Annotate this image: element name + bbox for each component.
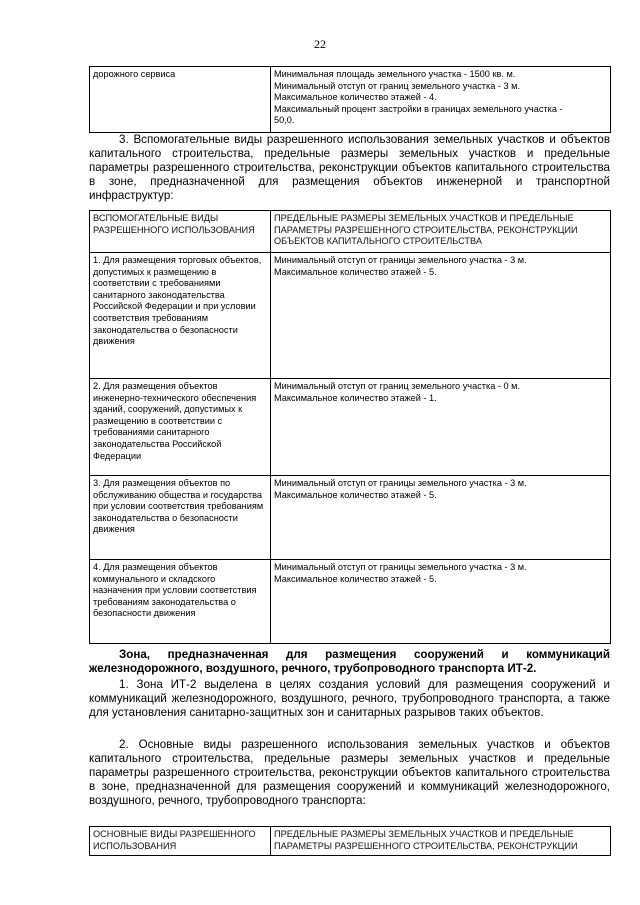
table-row [90, 560, 611, 644]
param-line: Минимальный отступ от границ земельного участка - 3 м. [274, 80, 521, 91]
table-main-uses [89, 826, 611, 856]
paragraph-main-uses: 2. Основные виды разрешенного использования земельных участков и объектов капитального строительства, предельные размеры земельных участков и предельные параметры разрешенного строительства, реконструкции объектов капитального строительства в зоне, предназначенной для размещения сооружений и коммуникаций железнодорожного, воздушного, речного, трубопроводного транспорта: [89, 738, 610, 807]
param-line: Максимальное количество этажей - 5. [274, 489, 437, 500]
table-cell-use: 2. Для размещения объектов инженерно-технического обеспечения зданий, сооружений, допустимых к размещению в соответствии с требованиями санитарного законодательства Российской Федерации [90, 379, 271, 476]
table-row [90, 67, 611, 133]
table-header-row [90, 211, 611, 253]
table-cell-use: 4. Для размещения объектов коммунального и складского назначения при условии соответствия требованиям законодательства о безопасности движения [90, 560, 271, 644]
param-line: Минимальный отступ от границы земельного участка - 3 м. [274, 478, 527, 488]
param-line: Максимальное количество этажей - 5. [274, 573, 437, 584]
table-row [90, 476, 611, 560]
column-header-params: ПРЕДЕЛЬНЫЕ РАЗМЕРЫ ЗЕМЕЛЬНЫХ УЧАСТКОВ И ПРЕДЕЛЬНЫЕ ПАРАМЕТРЫ РАЗРЕШЕННОГО СТРОИТЕЛЬСТВА, РЕКОНСТРУКЦИИ [271, 827, 611, 856]
table-cell-use: дорожного сервиса [90, 67, 271, 133]
param-line: 50,0. [274, 115, 295, 126]
param-line: Минимальная площадь земельного участка - 1500 кв. м. [274, 69, 516, 79]
table-cell-params [271, 560, 611, 644]
table-cell-params [271, 67, 611, 133]
param-line: Максимальное количество этажей - 5. [274, 266, 437, 277]
table-row [90, 253, 611, 379]
table-row [90, 379, 611, 476]
page-number: 22 [314, 37, 326, 51]
param-line: Максимальный процент застройки в границах земельного участка - [274, 103, 563, 114]
column-header-params: ПРЕДЕЛЬНЫЕ РАЗМЕРЫ ЗЕМЕЛЬНЫХ УЧАСТКОВ И ПРЕДЕЛЬНЫЕ ПАРАМЕТРЫ РАЗРЕШЕННОГО СТРОИТЕЛЬСТВА, РЕКОНСТРУКЦИИ ОБЪЕКТОВ КАПИТАЛЬНОГО СТРОИТЕЛЬСТВА [271, 211, 611, 253]
table-cell-params [271, 476, 611, 560]
paragraph-zone-purpose: 1. Зона ИТ-2 выделена в целях создания условий для размещения сооружений и коммуникаций железнодорожного, воздушного, речного, трубопроводного транспорта, а также для установления санитарно-защитных зон и санитарных разрывов таких объектов. [89, 678, 610, 719]
param-line: Максимальное количество этажей - 1. [274, 392, 437, 403]
param-line: Минимальный отступ от границ земельного участка - 0 м. [274, 381, 521, 391]
table-auxiliary-uses [89, 210, 611, 644]
column-header-uses: ВСПОМОГАТЕЛЬНЫЕ ВИДЫ РАЗРЕШЕННОГО ИСПОЛЬЗОВАНИЯ [90, 211, 271, 253]
table-cell-params [271, 253, 611, 379]
param-line: Максимальное количество этажей - 4. [274, 92, 437, 103]
table-header-row [90, 827, 611, 856]
table-cell-use: 3. Для размещения объектов по обслуживанию общества и государства при условии соответствия требованиям законодательства о безопасности движения [90, 476, 271, 560]
table-continued [89, 66, 611, 133]
param-line: Минимальный отступ от границы земельного участка - 3 м. [274, 562, 527, 572]
table-cell-use: 1. Для размещения торговых объектов, допустимых к размещению в соответствии с требованиями санитарного законодательства Российской Федерации и при условии соответствия требованиям законодательства о безопасности движения [90, 253, 271, 379]
paragraph-auxiliary-uses: 3. Вспомогательные виды разрешенного использования земельных участков и объектов капитального строительства, предельные размеры земельных участков и предельные параметры разрешенного строительства, реконструкции объектов капитального строительства в зоне, предназначенной для размещения объектов инженерной и транспортной инфраструктур: [89, 133, 610, 202]
param-line: Минимальный отступ от границы земельного участка - 3 м. [274, 255, 527, 265]
table-cell-params [271, 379, 611, 476]
zone-title: Зона, предназначенная для размещения сооружений и коммуникаций железнодорожного, воздушного, речного, трубопроводного транспорта ИТ-2. [89, 648, 610, 675]
column-header-uses: ОСНОВНЫЕ ВИДЫ РАЗРЕШЕННОГО ИСПОЛЬЗОВАНИЯ [90, 827, 271, 856]
